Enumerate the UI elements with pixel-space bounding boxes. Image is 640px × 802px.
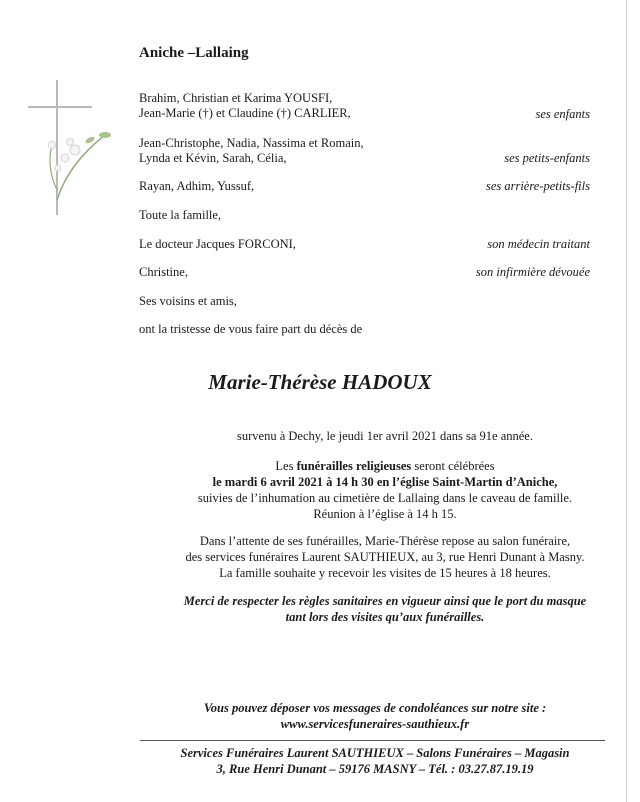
viewing-line: des services funéraires Laurent SAUTHIEUX, au 3, rue Henri Dunant à Masny. (185, 550, 585, 564)
funeral-date-place: le mardi 6 avril 2021 à 14 h 30 en l’église Saint-Martin d’Aniche, (212, 475, 558, 489)
sanitary-line: tant lors des visites qu’aux funérailles. (285, 610, 485, 624)
family-line: Ses voisins et amis, (139, 294, 237, 308)
condolences-line: Vous pouvez déposer vos messages de condoléances sur notre site : (203, 701, 547, 715)
page-border (626, 0, 627, 802)
meeting-line: Réunion à l’église à 14 h 15. (313, 507, 457, 521)
relation-label: son médecin traitant (487, 237, 590, 251)
cross-flowers-icon (20, 80, 120, 220)
relation-label: ses petits-enfants (504, 151, 590, 165)
website-link[interactable]: www.servicesfuneraires-sauthieux.fr (280, 717, 470, 731)
relation-label: ses arrière-petits-fils (485, 179, 590, 193)
footer-address: 3, Rue Henri Dunant – 59176 MASNY – Tél. : 03.27.87.19.19 (216, 762, 534, 776)
viewing-line: Dans l’attente de ses funérailles, Marie-Thérèse repose au salon funéraire, (199, 534, 571, 548)
announcement-line: ont la tristesse de vous faire part du décès de (139, 322, 363, 336)
funeral-intro: Les funérailles religieuses seront célébrées (275, 459, 495, 473)
relation-label: son infirmière dévouée (475, 265, 590, 279)
relation-label: ses enfants (535, 107, 590, 121)
death-notice: survenu à Dechy, le jeudi 1er avril 2021 dans sa 91e année. (237, 429, 533, 443)
family-line: Jean-Marie (†) et Claudine (†) CARLIER, (139, 106, 351, 120)
family-line: Christine, (139, 265, 188, 279)
family-line: Rayan, Adhim, Yussuf, (139, 179, 255, 193)
deceased-name: Marie-Thérèse HADOUX (208, 370, 432, 394)
family-line: Le docteur Jacques FORCONI, (139, 237, 296, 251)
burial-line: suivies de l’inhumation au cimetière de Lallaing dans le caveau de famille. (197, 491, 573, 505)
family-line: Jean-Christophe, Nadia, Nassima et Romain, (139, 136, 364, 150)
family-line: Toute la famille, (139, 208, 222, 222)
place-heading: Aniche –Lallaing (139, 45, 249, 61)
footer-company: Services Funéraires Laurent SAUTHIEUX – Salons Funéraires – Magasin (180, 746, 570, 760)
footer-divider (140, 740, 605, 741)
sanitary-line: Merci de respecter les règles sanitaires en vigueur ainsi que le port du masque (183, 594, 587, 608)
viewing-line: La famille souhaite y recevoir les visites de 15 heures à 18 heures. (219, 566, 551, 580)
family-line: Lynda et Kévin, Sarah, Célia, (139, 151, 287, 165)
family-line: Brahim, Christian et Karima YOUSFI, (139, 91, 333, 105)
